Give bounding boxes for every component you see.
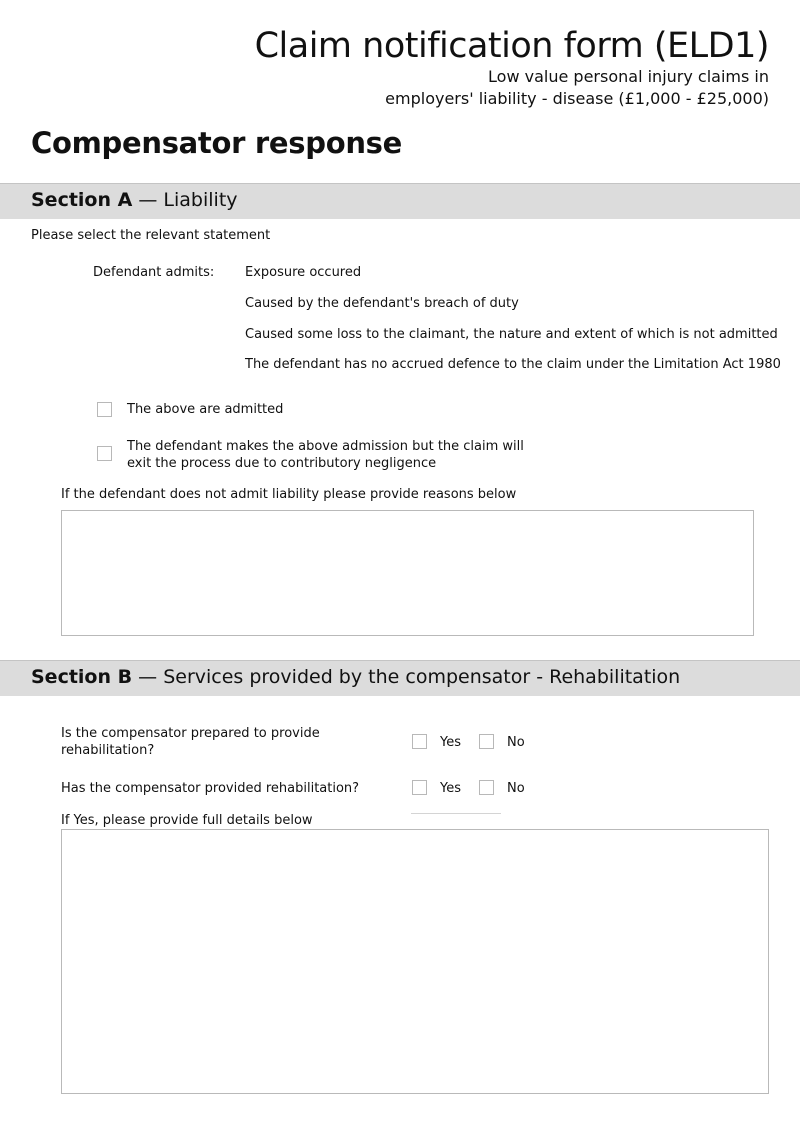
form-subtitle-line1: Low value personal injury claims in (488, 67, 769, 86)
q2-yes-checkbox[interactable] (412, 780, 427, 795)
section-a-label: Section A (31, 189, 133, 211)
contributory-negligence-label (127, 438, 524, 472)
form-subtitle-line2: employers' liability - disease (£1,000 - £25,000) (385, 89, 769, 108)
defendant-admits-label: Defendant admits: (93, 265, 215, 280)
statement-breach-of-duty: Caused by the defendant's breach of duty (245, 296, 519, 311)
form-code: (ELD1) (653, 26, 769, 66)
admitted-label: The above are admitted (127, 402, 284, 417)
q1-no-label: No (507, 735, 525, 750)
q1-line1: Is the compensator prepared to provide (61, 726, 320, 741)
q1-line2: rehabilitation? (61, 743, 155, 758)
statement-exposure: Exposure occured (245, 265, 362, 280)
section-a-title: — Liability (138, 189, 238, 211)
q1-question (61, 725, 320, 759)
page-title: Compensator response (31, 126, 403, 160)
statement-caused-loss: Caused some loss to the claimant, the nature and extent of which is not admitted (245, 327, 778, 342)
q1-yes-label: Yes (440, 735, 461, 750)
details-divider (411, 813, 501, 814)
admitted-checkbox[interactable] (97, 402, 112, 417)
reasons-textbox[interactable] (61, 510, 754, 636)
section-a-header (0, 183, 800, 219)
form-title (255, 26, 769, 66)
q2-no-checkbox[interactable] (479, 780, 494, 795)
q1-yes-checkbox[interactable] (412, 734, 427, 749)
q2-no-label: No (507, 781, 525, 796)
section-a-instruction: Please select the relevant statement (31, 228, 271, 243)
section-b-title: — Services provided by the compensator - Rehabilitation (138, 666, 681, 688)
q2-question: Has the compensator provided rehabilitation? (61, 781, 360, 796)
q2-yes-label: Yes (440, 781, 461, 796)
section-b-header (0, 660, 800, 696)
contributory-negligence-line1: The defendant makes the above admission but the claim will (127, 439, 524, 454)
contributory-negligence-checkbox[interactable] (97, 446, 112, 461)
contributory-negligence-line2: exit the process due to contributory negligence (127, 456, 437, 471)
form-title-text: Claim notification form (254, 26, 644, 66)
reasons-prompt: If the defendant does not admit liability please provide reasons below (61, 487, 517, 502)
details-prompt: If Yes, please provide full details below (61, 813, 313, 828)
section-b-label: Section B (31, 666, 133, 688)
statement-limitation-act: The defendant has no accrued defence to the claim under the Limitation Act 1980 (245, 357, 781, 372)
q1-no-checkbox[interactable] (479, 734, 494, 749)
details-textbox[interactable] (61, 829, 769, 1094)
